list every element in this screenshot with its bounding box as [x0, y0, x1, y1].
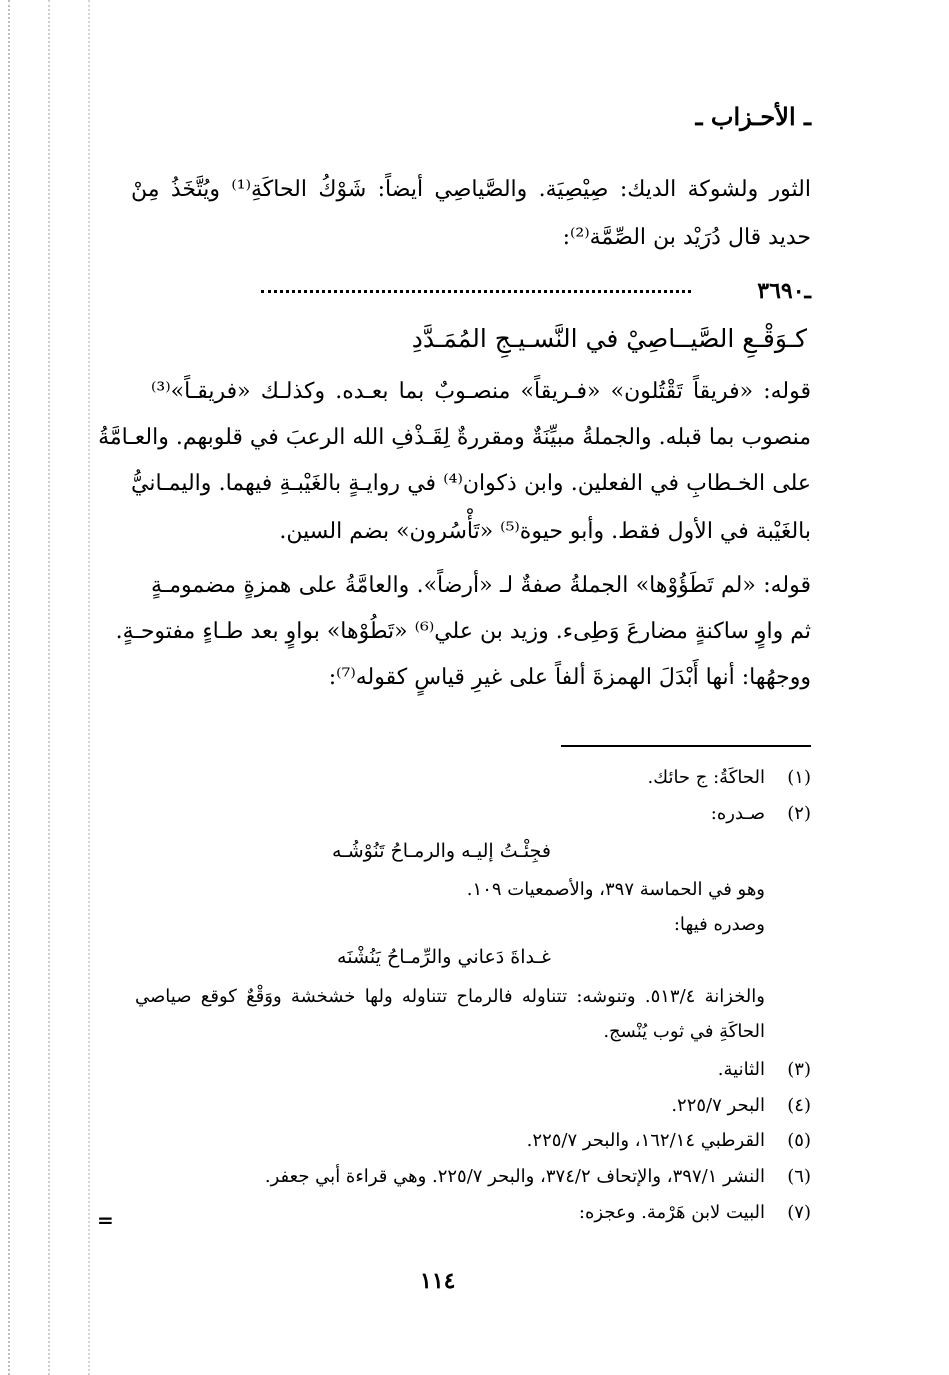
footnote-text: الحاكَةُ: ج حائك.	[647, 767, 765, 788]
body-line: ووجهُها: أنها أَبْدَلَ الهمزةَ ألفاً على غيرِ قياسٍ كقوله⁽⁷⁾:	[328, 665, 811, 690]
footnote-verse: فجِئْـتُ إليـه والرمـاحُ تَنُوْشُـه	[331, 840, 551, 862]
body-line: ثم واوٍ ساكنةٍ مضارعَ وَطِىء. وزيد بن علي⁽⁶⁾ «تَطُوْها» بواوٍ بعد طـاءٍ مفتوحـةٍ.	[115, 619, 811, 644]
footnote-text: البيت لابن هَرْمة. وعجزه:	[578, 1202, 765, 1223]
footnote-5	[527, 1129, 811, 1153]
footnote-number: (٣)	[787, 1059, 811, 1080]
footnote-number: (٥)	[787, 1130, 811, 1151]
body-line: حديد قال دُرَيْد بن الصِّمَّة⁽²⁾:	[562, 225, 811, 250]
footnote-line: وهو في الحماسة ٣٩٧، والأصمعيات ١٠٩.	[466, 879, 765, 900]
body-line: قوله: «فريقاً تَقْتُلون» «فـريقاً» منصـوبٌ بما بعـده. وكذلـك «فريقـاً»⁽³⁾	[151, 379, 811, 404]
footnote-6	[265, 1165, 811, 1189]
scan-artifact-dots	[88, 0, 90, 1375]
footnote-line: الحاكَةِ في ثوب يُنْسج.	[603, 1021, 765, 1042]
footnote-text: البحر ٢٢٥/٧.	[671, 1095, 765, 1116]
footnote-2	[711, 802, 811, 826]
footnote-separator	[561, 745, 811, 747]
verse-dotted-leader	[261, 290, 691, 293]
body-line: على الخـطابِ في الفعلين. وابن ذكوان⁽⁴⁾ في روايـةٍ بالغَيْبـةِ فيهما. واليمـانيُّ	[131, 471, 811, 496]
footnote-text: النشر ٣٩٧/١، والإتحاف ٣٧٤/٢، والبحر ٢٢٥/٧. وهي قراءة أبي جعفر.	[264, 1166, 765, 1187]
footnote-number: (٧)	[787, 1202, 811, 1223]
scan-artifact-dots	[48, 0, 50, 1375]
footnote-number: (٦)	[787, 1166, 811, 1187]
margin-mark: =	[97, 1208, 114, 1232]
footnote-3	[718, 1058, 811, 1082]
body-line: منصوب بما قبله. والجملةُ مبيِّنَةٌ ومقررةٌ لِقَـذْفِ الله الرعبَ في قلوبهم. والعـامَّةُ	[98, 425, 811, 450]
running-head: ـ الأحـزاب ـ	[695, 102, 811, 131]
footnote-text: الثانية.	[717, 1059, 765, 1080]
body-line: قوله: «لم تَطَؤُوْها» الجملةُ صفةٌ لـ «أرضاً». والعامَّةُ على همزةٍ مضمومـةٍ	[151, 573, 811, 598]
footnote-1	[648, 766, 811, 790]
footnote-text: صـدره:	[710, 803, 765, 824]
footnote-number: (٤)	[787, 1095, 811, 1116]
scan-artifact-dots	[8, 0, 10, 1375]
footnote-7	[579, 1201, 811, 1225]
body-line: الثور ولشوكة الديك: صِيْصِيَة. والصَّياصِي أيضاً: شَوْكُ الحاكَةِ⁽¹⁾ ويُتَّخَذُ مِنْ	[131, 177, 811, 202]
footnote-4	[671, 1094, 811, 1118]
footnote-line: وصدره فيها:	[673, 914, 765, 935]
footnote-text: القرطبي ١٦٢/١٤، والبحر ٢٢٥/٧.	[526, 1130, 765, 1151]
footnote-line: والخزانة ٥١٣/٤. وتنوشه: تتناوله فالرماح تتناوله ولها خشخشة ووَقْعٌ كوقع صياصي	[135, 986, 765, 1007]
footnote-number: (٢)	[787, 803, 811, 824]
footnote-number: (١)	[787, 767, 811, 788]
verse-number: ـ٣٦٩٠	[757, 278, 811, 304]
verse-text: كـوَقْـعِ الصَّيــاصِيْ في النَّسـيـجِ المُمَـدَّدِ	[411, 324, 807, 353]
body-line: بالغَيْبة في الأول فقط. وأبو حيوة⁽⁵⁾ «تَأْسُرون» بضم السين.	[279, 519, 811, 544]
footnote-verse: غـداةَ دَعاني والرِّمـاحُ يَنُشْنَه	[337, 946, 551, 968]
page-number: ١١٤	[420, 1268, 456, 1294]
